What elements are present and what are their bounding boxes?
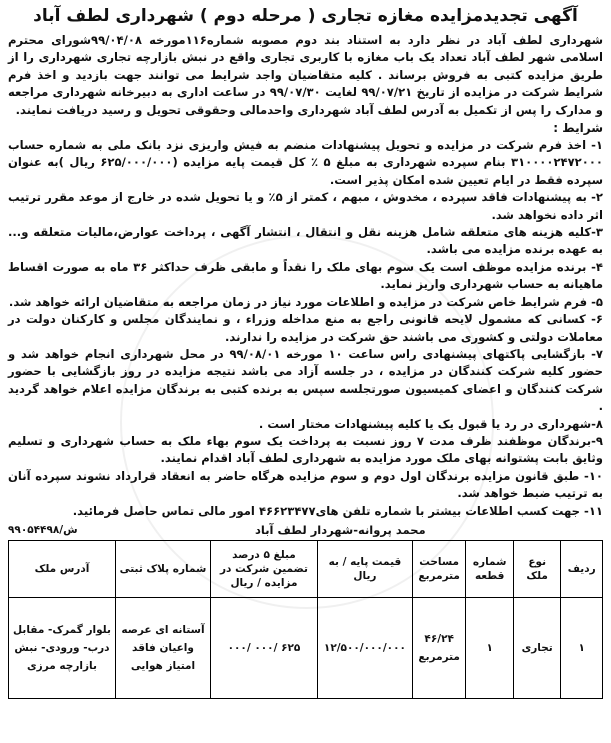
condition-item: ۶- کسانی که مشمول لایحه قانونی راجع به منع مداخله وزراء ، و نمایندگان مجلس و کارکنان دولت در معاملات دولتی و کشوری می باشند حق شرکت در مزایده را ندارند.: [8, 312, 603, 344]
condition-item: ۵- فرم شرایط خاص شرکت در مزایده و اطلاعات مورد نیاز در زمان مراجعه به متقاضیان ارائه خواهد شد.: [8, 294, 603, 309]
property-table: [8, 540, 603, 699]
condition-item: ۸-شهرداری در رد یا قبول یک یا کلیه پیشنهادات مختار است .: [258, 416, 603, 431]
condition-item: ۲- به پیشنهادات فاقد سپرده ، مخدوش ، مبهم ، کمتر از ۵٪ و یا تحویل شده در خارج از موعد مقرر ترتیب اثر داده نخواهد شد.: [8, 190, 603, 222]
header-base-price: قیمت پایه / به ریال: [317, 540, 412, 597]
condition-item: ۷- بازگشایی پاکتهای پیشنهادی راس ساعت ۱۰ مورخه ۹۹/۰۸/۰۱ در محل شهرداری انجام خواهد شد و حضور کلیه شرکت کنندگان در مزایده ، در جلسه آزاد می باشد نتیجه مزایده در روز بازگشایی با حضور شرکت کنندگان و اعضای کمیسیون صورتجلسه سپس به برنده کتبی به برندگان مزایده اعلام خواهد گردید .: [8, 346, 603, 414]
table-header-row: [9, 540, 603, 597]
header-deposit: مبلغ ۵ درصد تضمین شرکت در مزایده / ریال: [211, 540, 318, 597]
intro-paragraph: [8, 32, 603, 119]
header-property-type: نوع ملک: [513, 540, 561, 597]
cell-address: بلوار گمرک- مقابل درب- ورودی- نبش بازارچه مرزی: [9, 597, 116, 698]
cell-property-type: تجاری: [513, 597, 561, 698]
header-registration-plate: شماره پلاک ثبتی: [115, 540, 210, 597]
condition-item: ۴- برنده مزایده موظف است یک سوم بهای ملک را نقداً و مابقی ظرف حداکثر ۳۶ ماه به صورت اقساط ماهیانه به حساب شهرداری واریز نماید.: [8, 259, 603, 292]
cell-row-number: ۱: [561, 597, 603, 698]
header-address: آدرس ملک: [9, 540, 116, 597]
header-area: مساحت مترمربع: [412, 540, 465, 597]
conditions-list: [8, 137, 603, 520]
cell-base-price: ۱۲/۵۰۰/۰۰۰/۰۰۰: [317, 597, 412, 698]
cell-registration-plate: آستانه ای عرصه واعیان فاقد امتیاز هوایی: [115, 597, 210, 698]
ad-title: آگهی تجدیدمزایده مغازه تجاری ( مرحله دوم ) شهرداری لطف آباد: [33, 6, 578, 26]
header-plot-number: شماره قطعه: [466, 540, 514, 597]
intro-text: شهرداری لطف آباد در نظر دارد به استناد بند دوم مصوبه شماره۱۱۶مورخه ۹۹/۰۴/۰۸شورای محترم اسلامی شهر لطف آباد تعداد یک باب مغازه با کاربری تجاری واقع در نبش بازارچه تجاری شهرداری را از طریق مزایده کتبی به فروش برساند . کلیه متقاضیان واجد شرایط می توانند جهت بازدید و اخذ فرم شرایط شرکت در مزایده از تاریخ ۹۹/۰۷/۲۱ لغایت ۹۹/۰۷/۳۰ در ساعت اداری به دبیرخانه شهرداری مراجعه و مدارک را پس از تکمیل به آدرس لطف آباد شهرداری واحدمالی وحقوقی تحویل و رسید دریافت نمایند.: [8, 33, 603, 117]
condition-item: ۱۰- طبق قانون مزایده برندگان اول دوم و سوم مزایده هرگاه حاضر به انعقاد قرارداد نشوند سپرده آنان به ترتیب ضبط خواهد شد.: [8, 468, 603, 501]
table-row: [9, 597, 603, 698]
cell-plot-number: ۱: [466, 597, 514, 698]
signature-line: [8, 522, 603, 538]
header-row-number: ردیف: [561, 540, 603, 597]
cell-deposit: ۶۲۵ /۰۰۰ /۰۰۰: [211, 597, 318, 698]
condition-item: ۱۱- جهت کسب اطلاعات بیشتر با شماره تلفن های۴۶۶۲۳۴۷۷ امور مالی تماس حاصل فرمائید.: [72, 503, 603, 518]
signature: محمد پروانه-شهردار لطف آباد: [254, 522, 426, 537]
condition-item: ۳-کلیه هزینه های متعلقه شامل هزینه نقل و انتقال ، انتشار آگهی ، پرداخت عوارض،مالیات متعلقه و... به عهده برنده مزایده می باشد.: [8, 225, 603, 257]
condition-item: ۹-برندگان موظفند ظرف مدت ۷ روز نسبت به پرداخت یک سوم بهاء ملک به حساب شهرداری و تسلیم وثایق بابت پشتوانه بهای ملک مورد مزایده به شهرداری لطف آباد اقدام نمایند.: [8, 433, 603, 466]
cell-area: ۴۶/۲۴ مترمربع: [412, 597, 465, 698]
ad-code: ۹۹۰۵۴۴۹۸/ش: [8, 523, 78, 536]
condition-item: ۱- اخذ فرم شرکت در مزایده و تحویل پیشنهادات منضم به فیش واریزی نزد بانک ملی به شماره حساب ۳۱۰۰۰۰۲۴۷۲۰۰۰ بنام سپرده شهرداری به مبلغ ۵ ٪ کل قیمت پایه مزایده (۶۲۵/۰۰۰/۰۰۰ ریال )به عنوان سپرده فقط در ایام تعیین شده امکان پذیر است.: [8, 138, 603, 187]
conditions-heading: شرایط :: [553, 121, 603, 136]
